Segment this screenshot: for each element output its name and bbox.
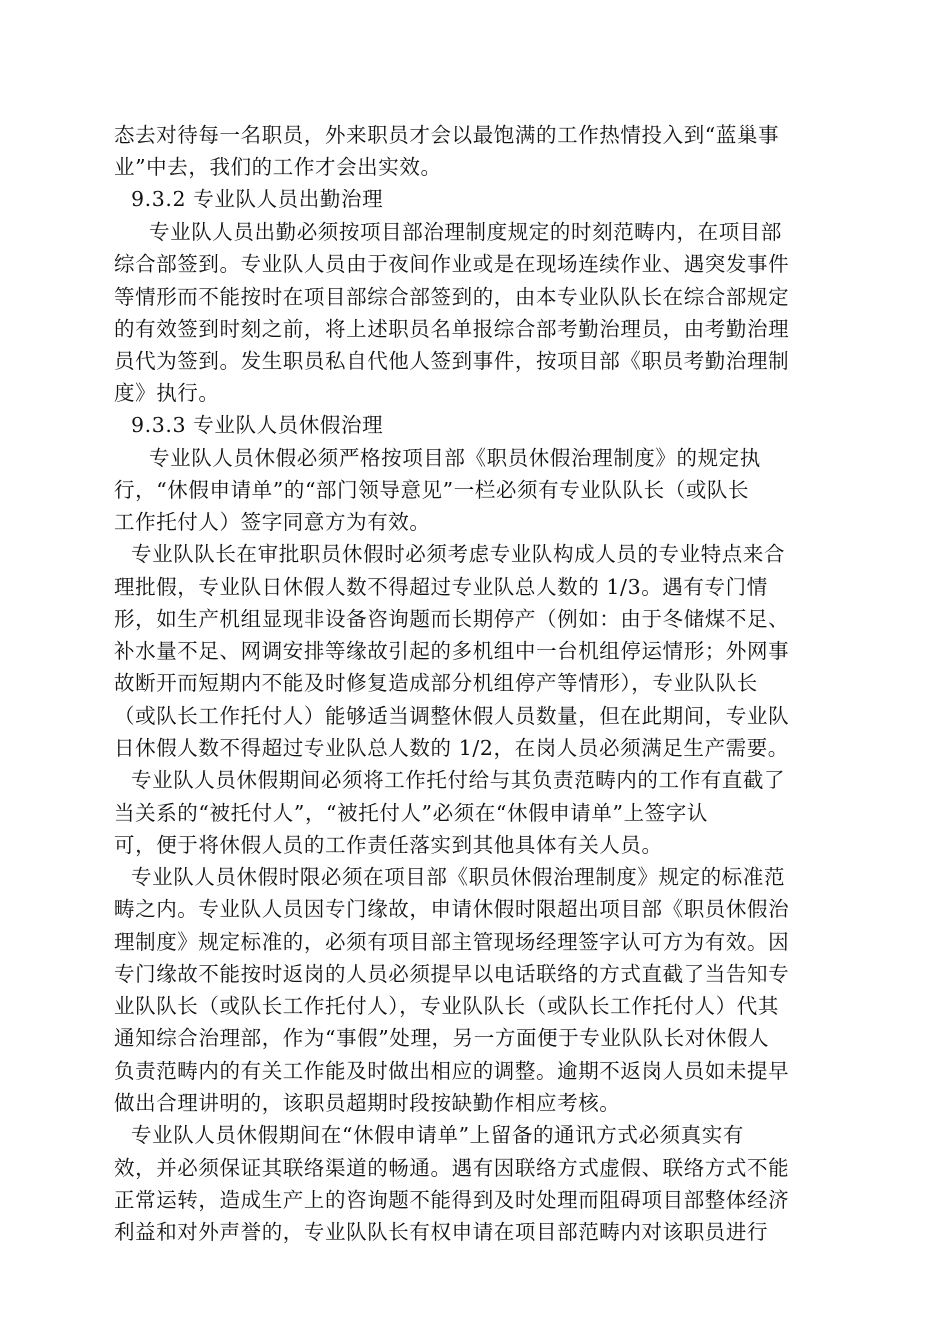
text-line: 做出合理讲明的，该职员超期时段按缺勤作相应考核。 — [114, 1091, 621, 1115]
text-line: 效，并必须保证其联络渠道的畅通。遇有因联络方式虚假、联络方式不能 — [114, 1156, 790, 1180]
text-line: 畴之内。专业队人员因专门缘故，申请休假时限超出项目部《职员休假治 — [114, 897, 790, 921]
text-line: 利益和对外声誉的，专业队队长有权申请在项目部范畴内对该职员进行 — [114, 1220, 769, 1244]
text-line: 专门缘故不能按时返岗的人员必须提早以电话联络的方式直截了当告知专 — [114, 962, 790, 986]
text-line: 故断开而短期内不能及时修复造成部分机组停产等情形），专业队队长 — [114, 671, 758, 695]
text-line: 理制度》规定标准的，必须有项目部主管现场经理签字认可方为有效。因 — [114, 930, 790, 954]
section-heading-9-3-2: 9.3.2 专业队人员出勤治理 — [131, 187, 384, 211]
text-line: 专业队队长在审批职员休假时必须考虑专业队构成人员的专业特点来合 — [131, 542, 786, 566]
text-line: 形，如生产机组显现非设备咨询题而长期停产（例如：由于冬储煤不足、 — [114, 607, 790, 631]
text-line: 业队队长（或队长工作托付人），专业队队长（或队长工作托付人）代其 — [114, 994, 779, 1018]
text-line: 行，“休假申请单”的“部门领导意见”一栏必须有专业队队长（或队长 — [114, 478, 750, 502]
text-line: 正常运转，造成生产上的咨询题不能得到及时处理而阻碍项目部整体经济 — [114, 1188, 790, 1212]
text-line: （或队长工作托付人）能够适当调整休假人员数量，但在此期间，专业队 — [114, 704, 790, 728]
text-line: 等情形而不能按时在项目部综合部签到的，由本专业队队长在综合部规定 — [114, 285, 790, 309]
section-heading-9-3-3: 9.3.3 专业队人员休假治理 — [131, 413, 384, 437]
text-line: 通知综合治理部，作为“事假”处理，另一方面便于专业队队长对休假人 — [114, 1026, 770, 1050]
text-line: 补水量不足、网调安排等缘故引起的多机组中一台机组停运情形；外网事 — [114, 639, 790, 663]
text-line: 度》执行。 — [114, 381, 220, 405]
text-line: 综合部签到。专业队人员由于夜间作业或是在现场连续作业、遇突发事件 — [114, 252, 790, 276]
text-line: 态去对待每一名职员，外来职员才会以最饱满的工作热情投入到“蓝巢事 — [114, 123, 780, 147]
text-line: 专业队人员出勤必须按项目部治理制度规定的时刻范畴内，在项目部 — [149, 220, 782, 244]
text-line: 员代为签到。发生职员私自代他人签到事件，按项目部《职员考勤治理制 — [114, 349, 790, 373]
text-line: 可，便于将休假人员的工作责任落实到其他具体有关人员。 — [114, 833, 663, 857]
text-line: 的有效签到时刻之前，将上述职员名单报综合部考勤治理员，由考勤治理 — [114, 317, 790, 341]
text-line: 专业队人员休假时限必须在项目部《职员休假治理制度》规定的标准范 — [131, 865, 786, 889]
text-line: 理批假，专业队日休假人数不得超过专业队总人数的 1/3。遇有专门情 — [114, 575, 768, 599]
text-line: 当关系的“被托付人”，“被托付人”必须在“休假申请单”上签字认 — [114, 801, 708, 825]
text-line: 负责范畴内的有关工作能及时做出相应的调整。逾期不返岗人员如未提早 — [114, 1059, 790, 1083]
text-line: 工作托付人）签字同意方为有效。 — [114, 510, 431, 534]
text-line: 专业队人员休假必须严格按项目部《职员休假治理制度》的规定执 — [149, 446, 761, 470]
text-line: 专业队人员休假期间在“休假申请单”上留备的通讯方式必须真实有 — [131, 1123, 744, 1147]
text-line: 专业队人员休假期间必须将工作托付给与其负责范畴内的工作有直截了 — [131, 768, 786, 792]
text-line: 业”中去，我们的工作才会出实效。 — [114, 155, 442, 179]
text-line: 日休假人数不得超过专业队总人数的 1/2，在岗人员必须满足生产需要。 — [114, 736, 789, 760]
